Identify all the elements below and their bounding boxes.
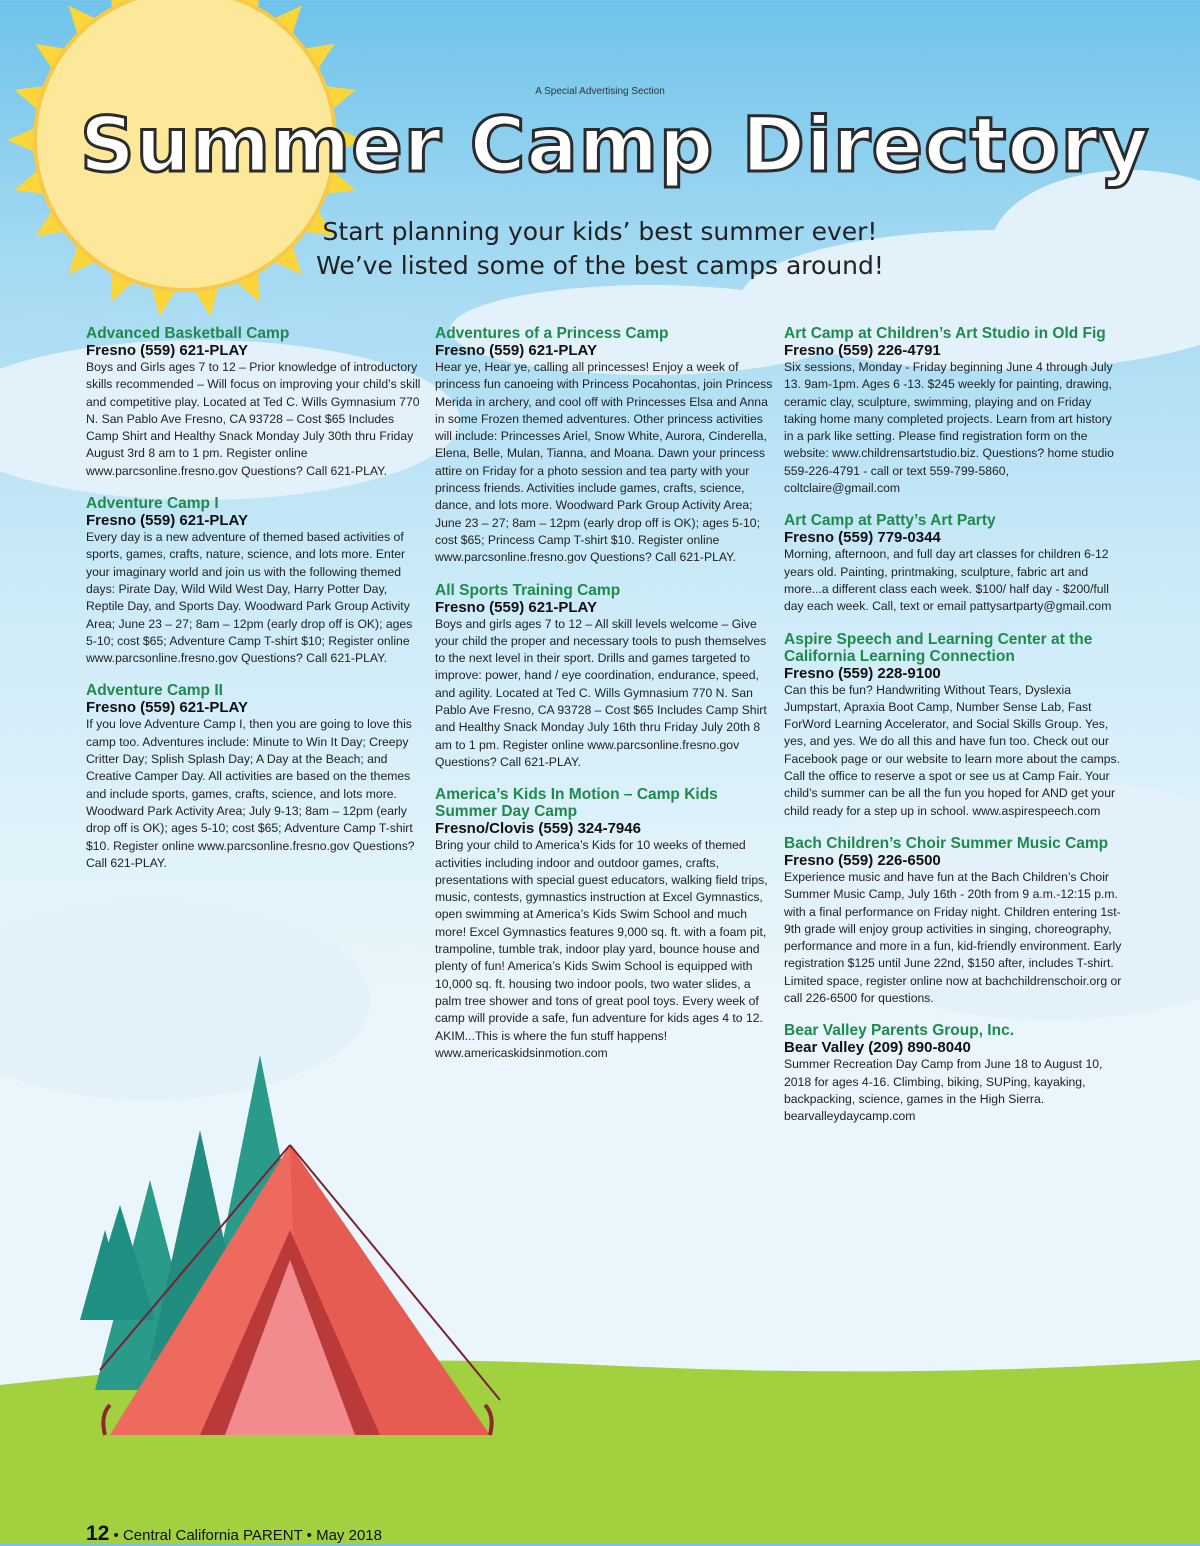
camp-phone: Fresno (559) 226-4791 [784, 342, 941, 359]
camp-name: Art Camp at Patty’s Art Party [784, 512, 996, 530]
camp-listing [784, 631, 1124, 820]
camp-phone: Fresno (559) 228-9100 [784, 664, 941, 682]
camp-description: Experience music and have fun at the Bach Children’s Choir Summer Music Camp, July 16th - 20th from 9 a.m.-12:15 p.m. with a final performance on Friday night. Children entering 1st-9th grade will enjoy group activities in singing, choreography, performance and more in a fun, kid-friendly environment. Early registration $125 until June 22nd, $150 after, includes T-shirt. Limited space, register online now at bachchildrenschoir.org or call 226-6500 for questions. [784, 869, 1122, 1006]
camp-phone: Fresno (559) 621-PLAY [86, 699, 249, 717]
camp-listing [784, 835, 1124, 1007]
camp-name: Adventures of a Princess Camp [435, 325, 669, 342]
camp-listing [784, 1022, 1124, 1125]
footer-bullet: • [113, 1527, 119, 1544]
camp-listing [784, 325, 1124, 497]
camp-name: America’s Kids In Motion – Camp Kids Summer Day Camp [435, 786, 718, 821]
camp-phone: Bear Valley (209) 890-8040 [784, 1039, 971, 1057]
subtitle [250, 215, 950, 283]
camp-listing [86, 325, 426, 480]
subtitle-line-2: We’ve listed some of the best camps around! [316, 251, 884, 280]
camp-description: Hear ye, Hear ye, calling all princesses! Enjoy a week of princess fun canoeing with Princess Pocahontas, join Princess Merida in archery, and cool off with Princesses Elsa and Anna in some Frozen themed adventures. Other princess activities will include: Princesses Ariel, Snow White, Aurora, Cinderella, Elena, Belle, Mulan, Tianna, and Moana. Dawn your princess attire on Friday for a photo session and tea party with your princess friends. Activities include games, crafts, science, dance, and lots more. Woodward Park Group Activity Area; June 23 – 27; 8am – 12pm (early drop off is OK); ages 5-10; cost $65; Princess Camp T-shirt $10. Register online www.parcsonline.fresno.gov Questions? Call 621-PLAY. [435, 360, 773, 565]
camp-phone: Fresno (559) 226-6500 [784, 851, 941, 869]
camp-name: Advanced Basketball Camp [86, 325, 290, 342]
footer-bullet: • [306, 1527, 312, 1544]
camp-listing [86, 682, 426, 872]
camp-phone: Fresno (559) 621-PLAY [435, 342, 598, 359]
page-footer [86, 1522, 382, 1546]
camp-description: Boys and Girls ages 7 to 12 – Prior knowledge of introductory skills recommended – Will focus on improving your child’s skill and competitive play. Located at Ted C. Wills Gymnasium 770 N. San Pablo Ave Fresno, CA 93728 – Cost $65 Includes Camp Shirt and Healthy Snack Monday July 30th thru Friday August 3rd 8 am to 1 pm. Register online www.parcsonline.fresno.gov Questions? Call 621-PLAY. [86, 360, 421, 478]
camp-description: Bring your child to America’s Kids for 10 weeks of themed activities including indoor and outdoor games, crafts, presentations with special guest educators, walking field trips, music, contests, gymnastics instruction at Excel Gymnastics, open swimming at America’s Kids Swim School and much more! Excel Gymnastics features 9,000 sq. ft. with a foam pit, trampoline, tumble trak, indoor play yard, bounce house and plenty of fun! America’s Kids Swim School is equipped with 10,000 sq. ft. housing two indoor pools, two water slides, a palm tree shower and tons of great pool toys. Every week of camp will provide a safe, fun adventure for kids ages 4 to 12. AKIM...This is where the fun stuff happens! www.americaskidsinmotion.com [435, 838, 768, 1060]
camp-description: Boys and girls ages 7 to 12 – All skill levels welcome – Give your child the proper and necessary tools to push themselves to the next level in their sport. Drills and games targeted to improve: power, hand / eye coordination, endurance, speed, and agility. Located at Ted C. Wills Gymnasium 770 N. San Pablo Ave Fresno, CA 93728 – Cost $65 Includes Camp Shirt and Healthy Snack Monday July 16th thru Friday July 20th 8 am to 1 pm. Register online www.parcsonline.fresno.gov Questions? Call 621-PLAY. [435, 616, 767, 769]
subtitle-line-1: Start planning your kids’ best summer ever! [322, 217, 878, 246]
camp-description: Morning, afternoon, and full day art classes for children 6-12 years old. Painting, printmaking, sculpture, fabric art and more...a different class each week. $100/ half day - $200/full day each week. Call, text or email pattysartparty@gmail.com [784, 547, 1112, 614]
camp-name: Bear Valley Parents Group, Inc. [784, 1022, 1015, 1040]
camp-phone: Fresno (559) 621-PLAY [86, 342, 249, 359]
directory-column-1 [86, 325, 426, 887]
camp-listing [86, 495, 426, 667]
camp-listing [435, 325, 775, 567]
camp-name: Adventure Camp I [86, 495, 219, 513]
camp-description: Summer Recreation Day Camp from June 18 to August 10, 2018 for ages 4-16. Climbing, biking, SUPing, kayaking, backpacking, science, games in the High Sierra. bearvalleydaycamp.com [784, 1057, 1103, 1124]
page-number: 12 [86, 1522, 110, 1545]
directory-column-2 [435, 325, 775, 1077]
camp-description: Six sessions, Monday - Friday beginning June 4 through July 13. 9am-1pm. Ages 6 -13. $245 weekly for painting, drawing, ceramic clay, sculpture, swimming, playing and on Friday taking home many completed projects. Learn from art history in a park like setting. Please find registration form on the website: www.childrensartstudio.biz. Questions? home studio 559-226-4791 - call or text 559-799-5860, coltclaire@gmail.com [784, 360, 1114, 496]
camp-phone: Fresno (559) 621-PLAY [435, 598, 598, 616]
publication-name: Central California PARENT [122, 1527, 303, 1544]
camp-name: Adventure Camp II [86, 682, 223, 700]
camp-name: Art Camp at Children’s Art Studio in Old Fig [784, 325, 1106, 342]
camp-description: Every day is a new adventure of themed based activities of sports, games, crafts, nature, science, and lots more. Enter your imaginary world and join us with the following themed days: Pirate Day, Wild Wild West Day, Harry Potter Day, Reptile Day, and Sports Day. Woodward Park Group Activity Area; June 23 – 27; 8am – 12pm (early drop off is OK); ages 5-10; cost $65; Adventure Camp T-shirt $10; Register online www.parcsonline.fresno.gov Questions? Call 621-PLAY. [86, 530, 413, 666]
camp-phone: Fresno/Clovis (559) 324-7946 [435, 820, 641, 838]
issue-date: May 2018 [316, 1527, 382, 1544]
camp-phone: Fresno (559) 779-0344 [784, 529, 941, 547]
camp-description: If you love Adventure Camp I, then you are going to love this camp too. Adventures include: Minute to Win It Day; Creepy Critter Day; Splish Splash Day; A Day at the Beach; and Creative Camper Day. All activities are based on the themes and include sports, games, crafts, science, and lots more. Woodward Park Activity Area; July 9-13; 8am – 12pm (early drop off is OK); ages 5-10; cost $65; Adventure Camp T-shirt $10. Register online www.parcsonline.fresno.gov Questions? Call 621-PLAY. [86, 717, 415, 870]
camp-listing [435, 582, 775, 772]
camp-phone: Fresno (559) 621-PLAY [86, 512, 249, 530]
page-title: Summer Camp Directory [80, 100, 1150, 189]
camp-listing [435, 786, 775, 1062]
camp-listing [784, 512, 1124, 615]
camp-description: Can this be fun? Handwriting Without Tears, Dyslexia Jumpstart, Apraxia Boot Camp, Number Sense Lab, Fast ForWord Learning Accelerator, and Social Skills Group. Yes, yes, and yes. We do all this and have fun too. Check out our Facebook page or our website to learn more about the camps. Call the office to reserve a spot or see us at Camp Fair. Your child’s summer can be all the fun you hoped for AND get your child ready for a step up in school. www.aspirespeech.com [784, 682, 1121, 818]
camp-name: Bach Children’s Choir Summer Music Camp [784, 834, 1109, 852]
camp-name: Aspire Speech and Learning Center at the California Learning Connection [784, 630, 1093, 665]
directory-column-3 [784, 325, 1124, 1141]
camp-name: All Sports Training Camp [435, 581, 621, 599]
special-section-label: A Special Advertising Section [535, 86, 665, 97]
